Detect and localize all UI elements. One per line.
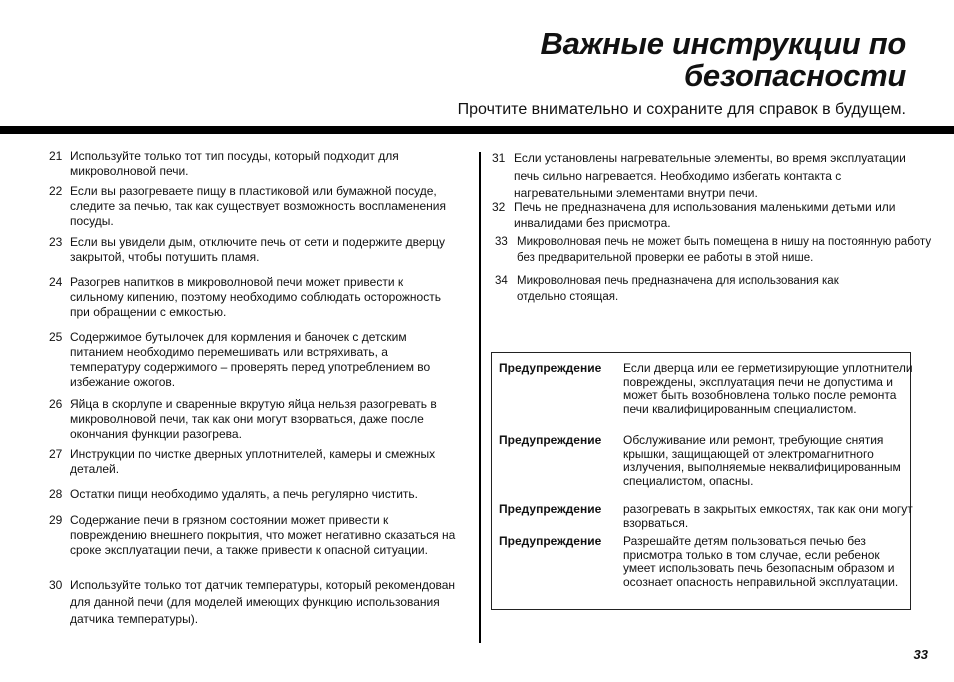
item-number: 32: [492, 200, 506, 214]
item-text: Используйте только тот тип посуды, который подходит для микроволновой печи.: [70, 149, 399, 178]
list-item-25: [49, 330, 459, 390]
list-item-33: [495, 234, 940, 266]
list-item-34: [495, 273, 860, 305]
list-item-29: [49, 513, 459, 558]
item-text: Содержание печи в грязном состоянии может привести к повреждению внешнего покрытия, что может негативно сказаться на сроке эксплуатации печи, а также привести к опасной ситуации.: [70, 513, 456, 557]
item-text: Печь не предназначена для использования маленькими детьми или инвалидами без присмотра.: [514, 200, 896, 230]
warning-box: [491, 352, 911, 610]
list-item-31: [492, 150, 912, 203]
item-text: Разогрев напитков в микроволновой печи может привести к сильному кипению, поэтому необходимо соблюдать осторожность при обращении с емкостью.: [70, 275, 441, 319]
warning-text: Если дверца или ее герметизирующие уплотнители повреждены, эксплуатация печи не допустима и может быть возобновлена только после ремонта печи квалифицированным специалистом.: [623, 361, 913, 416]
item-number: 28: [49, 487, 63, 501]
list-item-22: [49, 184, 459, 229]
list-item-23: [49, 235, 459, 265]
list-item-30: [49, 577, 459, 628]
warning-label: Предупреждение: [499, 433, 602, 447]
item-text: Яйца в скорлупе и сваренные вкрутую яйца нельзя разогревать в микроволновой печи, так как они могут взорваться, даже после окончания функции разогрева.: [70, 397, 437, 441]
item-number: 30: [49, 578, 63, 592]
item-number: 31: [492, 151, 506, 165]
warning-text: Обслуживание или ремонт, требующие снятия крышки, защищающей от электромагнитного излучения, выполняемые неквалифицированным специалистом, опасны.: [623, 433, 901, 488]
list-item-26: [49, 397, 459, 442]
item-text: Если установлены нагревательные элементы, во время эксплуатации печь сильно нагревается. Необходимо избегать контакта с нагревательными элементами внутри печи.: [514, 151, 906, 200]
item-number: 34: [495, 275, 508, 287]
page-number: 33: [913, 647, 928, 662]
item-text: Если вы разогреваете пищу в пластиковой или бумажной посуде, следите за печью, так как существует возможность воспламенения посуды.: [70, 184, 446, 228]
item-number: 24: [49, 275, 63, 289]
item-text: Микроволновая печь не может быть помещена в нишу на постоянную работу без предварительной проверки ее работы в этой нише.: [517, 236, 932, 264]
item-number: 21: [49, 149, 63, 163]
item-text: Микроволновая печь предназначена для использования как отдельно стоящая.: [517, 275, 839, 303]
warning-text: разогревать в закрытых емкостях, так как они могут взорваться.: [623, 502, 913, 530]
item-text: Инструкции по чистке дверных уплотнителей, камеры и смежных деталей.: [70, 447, 436, 476]
item-text: Если вы увидели дым, отключите печь от сети и подержите дверцу закрытой, чтобы потушить пламя.: [70, 235, 446, 264]
page-title: [306, 28, 906, 92]
warning-label: Предупреждение: [499, 361, 602, 375]
item-number: 23: [49, 235, 63, 249]
column-divider: [479, 152, 481, 643]
item-text: Содержимое бутылочек для кормления и баночек с детским питанием необходимо перемешивать или встряхивать, а температуру содержимого – проверять перед употреблением во избежание ожогов.: [70, 330, 431, 389]
title-line-2: безопасности: [684, 58, 906, 93]
header-rule: [0, 126, 954, 134]
item-number: 22: [49, 184, 63, 198]
list-item-21: [49, 149, 459, 179]
item-text: Остатки пищи необходимо удалять, а печь регулярно чистить.: [70, 487, 419, 501]
item-number: 25: [49, 330, 63, 344]
title-line-1: Важные инструкции по: [540, 26, 906, 61]
warning-text: Разрешайте детям пользоваться печью без присмотра только в том случае, если ребенок умеет использовать печь безопасным образом и осознает опасность неправильной эксплуатации.: [623, 534, 899, 589]
item-number: 29: [49, 513, 63, 527]
list-item-28: [49, 487, 459, 502]
list-item-24: [49, 275, 459, 320]
list-item-32: [492, 199, 912, 231]
list-item-27: [49, 447, 459, 477]
page-subtitle: Прочтите внимательно и сохраните для справок в будущем.: [457, 101, 906, 118]
item-number: 33: [495, 236, 508, 248]
warning-label: Предупреждение: [499, 502, 602, 516]
item-number: 27: [49, 447, 63, 461]
warning-label: Предупреждение: [499, 534, 602, 548]
item-number: 26: [49, 397, 63, 411]
item-text: Используйте только тот датчик температуры, который рекомендован для данной печи (для моделей имеющих функцию использования датчика температуры).: [70, 578, 456, 626]
